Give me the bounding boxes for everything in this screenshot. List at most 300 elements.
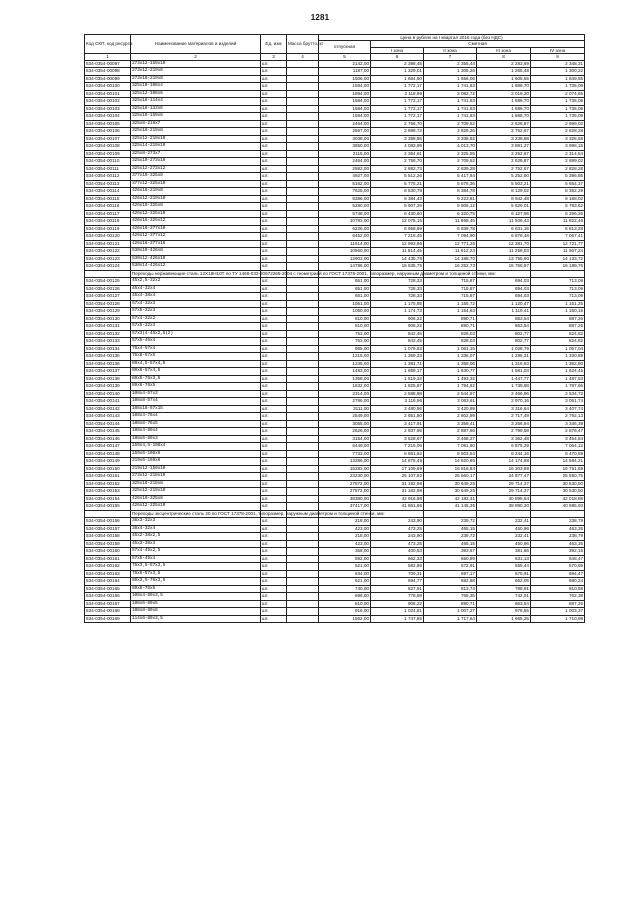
item-name: 426x16-377x16 [131, 240, 261, 248]
item-name: 273x12-219x6 [131, 68, 261, 76]
item-code: 534-0354-00167 [85, 600, 131, 608]
release-price: 2115,00 [319, 150, 371, 158]
release-price: 2142,00 [319, 60, 371, 68]
release-price: 740,00 [319, 585, 371, 593]
item-unit: шт. [261, 263, 287, 271]
price-zone-2: 3 063,61 [424, 398, 477, 406]
header-estimate: Сметная [371, 41, 585, 47]
table-row [85, 525, 585, 533]
release-price: 1562,00 [319, 615, 371, 623]
table-row [85, 420, 585, 428]
item-unit: шт. [261, 390, 287, 398]
item-mass [287, 405, 319, 413]
table-row [85, 615, 585, 623]
item-unit: шт. [261, 180, 287, 188]
item-unit: шт. [261, 315, 287, 323]
item-unit: шт. [261, 308, 287, 316]
price-zone-4: 713,09 [531, 293, 585, 301]
price-zone-3: 742,01 [477, 593, 531, 601]
item-code: 534-0354-00119 [85, 225, 131, 233]
price-zone-3: 694,03 [477, 278, 531, 286]
item-unit: шт. [261, 465, 287, 473]
price-zone-2: 813,74 [424, 585, 477, 593]
item-mass [287, 518, 319, 526]
item-name: 219x6-159x6 [131, 458, 261, 466]
price-table [84, 34, 585, 623]
price-zone-4: 7 064,12 [531, 443, 585, 451]
release-price: 2314,00 [319, 390, 371, 398]
item-code: 534-0354-00137 [85, 368, 131, 376]
price-zone-1: 709,31 [371, 570, 424, 578]
item-code: 534-0354-00117 [85, 210, 131, 218]
price-zone-3: 13 755,90 [477, 255, 531, 263]
price-zone-4: 1 487,53 [531, 375, 585, 383]
price-zone-1: 2 588,88 [371, 390, 424, 398]
item-unit: шт. [261, 420, 287, 428]
price-zone-2: 3 420,99 [424, 405, 477, 413]
price-zone-1: 3 480,56 [371, 405, 424, 413]
item-mass [287, 480, 319, 488]
item-unit: шт. [261, 293, 287, 301]
price-zone-2: 465,15 [424, 525, 477, 533]
item-mass [287, 495, 319, 503]
price-zone-1: 582,89 [371, 563, 424, 571]
item-mass [287, 90, 319, 98]
price-zone-3: 6 631,15 [477, 225, 531, 233]
price-zone-2: 2 082,72 [424, 90, 477, 98]
price-zone-2: 5 806,12 [424, 203, 477, 211]
release-price: 7733,00 [319, 450, 371, 458]
price-zone-4: 824,82 [531, 338, 585, 346]
item-unit: шт. [261, 338, 287, 346]
item-code: 534-0354-00126 [85, 285, 131, 293]
release-price: 810,00 [319, 315, 371, 323]
item-name: 426x10-325x8 [131, 203, 261, 211]
price-zone-1: 906,22 [371, 323, 424, 331]
item-mass [287, 255, 319, 263]
column-number: 4 [287, 53, 319, 60]
item-code: 534-0354-00158 [85, 533, 131, 541]
item-name: 89x6-76x5 [131, 383, 261, 391]
price-zone-2: 2 887,66 [424, 428, 477, 436]
price-zone-3: 6 127,95 [477, 210, 531, 218]
item-code: 534-0354-00146 [85, 435, 131, 443]
table-row [85, 413, 585, 421]
item-name: 57x4-45x2,5 [131, 548, 261, 556]
item-unit: шт. [261, 150, 287, 158]
price-zone-3: 2 717,49 [477, 413, 531, 421]
price-zone-3: 29 714,37 [477, 480, 531, 488]
item-name: 530x10-426x8 [131, 248, 261, 256]
price-zone-1: 1 381,71 [371, 360, 424, 368]
table-row [85, 105, 585, 113]
price-zone-1: 906,22 [371, 315, 424, 323]
price-zone-4: 1 649,55 [531, 75, 585, 83]
price-zone-3: 14 174,88 [477, 458, 531, 466]
price-zone-2: 4 013,70 [424, 143, 477, 151]
table-row [85, 60, 585, 68]
price-zone-4: 3 346,39 [531, 420, 585, 428]
price-zone-4: 2 792,13 [531, 413, 585, 421]
item-unit: шт. [261, 375, 287, 383]
price-zone-1: 728,33 [371, 293, 424, 301]
item-unit: шт. [261, 105, 287, 113]
item-name: 57x3(4-45x2,5(2) [131, 330, 261, 338]
price-zone-3: 555,44 [477, 563, 531, 571]
item-mass [287, 338, 319, 346]
release-price: 8386,00 [319, 195, 371, 203]
table-row [85, 548, 585, 556]
item-code: 534-0354-00110 [85, 158, 131, 166]
item-mass [287, 503, 319, 511]
item-code: 534-0354-00136 [85, 360, 131, 368]
item-name: 325x10-273x10 [131, 158, 261, 166]
release-price: 651,00 [319, 293, 371, 301]
table-row [85, 218, 585, 226]
release-price: 5748,00 [319, 210, 371, 218]
price-zone-2: 1 741,83 [424, 113, 477, 121]
item-code: 534-0354-00114 [85, 188, 131, 196]
item-unit: шт. [261, 330, 287, 338]
item-code: 534-0354-00115 [85, 195, 131, 203]
table-body [85, 53, 585, 622]
item-code: 534-0354-00163 [85, 570, 131, 578]
table-row [85, 285, 585, 293]
item-name: 57x5-32x3 [131, 323, 261, 331]
release-price: 1358,00 [319, 375, 371, 383]
price-zone-1: 12 075,15 [371, 218, 424, 226]
price-zone-2: 715,87 [424, 278, 477, 286]
price-zone-2: 16 252,73 [424, 263, 477, 271]
release-price: 1187,00 [319, 68, 371, 76]
table-row [85, 375, 585, 383]
price-zone-2: 7 091,60 [424, 443, 477, 451]
item-code: 534-0354-00156 [85, 518, 131, 526]
price-zone-1: 31 182,98 [371, 488, 424, 496]
item-unit: шт. [261, 593, 287, 601]
item-mass [287, 195, 319, 203]
price-zone-2: 1 741,83 [424, 105, 477, 113]
price-zone-3: 2 626,87 [477, 120, 531, 128]
price-zone-4: 14 564,21 [531, 458, 585, 466]
price-zone-2: 1 741,83 [424, 98, 477, 106]
table-row [85, 323, 585, 331]
price-zone-3: 1 120,47 [477, 300, 531, 308]
header-mass: Масса брутто, кг [287, 35, 319, 54]
price-zone-3: 2 626,87 [477, 158, 531, 166]
price-zone-4: 11 567,24 [531, 248, 585, 256]
item-unit: шт. [261, 165, 287, 173]
release-price: 634,00 [319, 570, 371, 578]
item-name: 325x12-219x10 [131, 135, 261, 143]
item-name: 325x10-219x8 [131, 128, 261, 136]
price-zone-2: 1 717,64 [424, 615, 477, 623]
price-zone-2: 682,88 [424, 578, 477, 586]
price-zone-3: 11 258,03 [477, 248, 531, 256]
price-zone-3: 2 019,20 [477, 90, 531, 98]
release-price: 1050,00 [319, 308, 371, 316]
price-zone-4: 1 624,45 [531, 368, 585, 376]
item-code: 534-0354-00159 [85, 540, 131, 548]
release-price: 651,00 [319, 285, 371, 293]
section-spacer [531, 270, 585, 278]
release-price: 1584,00 [319, 98, 371, 106]
item-mass [287, 330, 319, 338]
price-zone-1: 778,68 [371, 593, 424, 601]
release-price: 1894,00 [319, 90, 371, 98]
item-name: 89x5-76x3,5 [131, 375, 261, 383]
item-unit: шт. [261, 345, 287, 353]
table-row [85, 465, 585, 473]
item-unit: шт. [261, 600, 287, 608]
price-zone-2: 8 384,78 [424, 188, 477, 196]
table-row [85, 75, 585, 83]
item-name: 76x3,5-57x3,5 [131, 563, 261, 571]
table-row [85, 120, 585, 128]
item-unit: шт. [261, 555, 287, 563]
price-zone-4: 16 751,69 [531, 465, 585, 473]
table-row [85, 443, 585, 451]
release-price: 2567,00 [319, 128, 371, 136]
price-zone-1: 7 215,09 [371, 443, 424, 451]
item-code: 534-0354-00125 [85, 278, 131, 286]
item-mass [287, 443, 319, 451]
table-row [85, 195, 585, 203]
item-mass [287, 600, 319, 608]
release-price: 218,00 [319, 533, 371, 541]
price-zone-2: 30 649,25 [424, 488, 477, 496]
item-unit: шт. [261, 210, 287, 218]
item-mass [287, 60, 319, 68]
item-unit: шт. [261, 203, 287, 211]
item-mass [287, 315, 319, 323]
item-unit: шт. [261, 578, 287, 586]
price-zone-2: 393,67 [424, 548, 477, 556]
table-row [85, 338, 585, 346]
item-mass [287, 360, 319, 368]
price-zone-1: 2 398,45 [371, 60, 424, 68]
price-zone-2: 715,87 [424, 285, 477, 293]
table-row [85, 300, 585, 308]
item-unit: шт. [261, 240, 287, 248]
price-zone-3: 863,54 [477, 600, 531, 608]
item-name: 325x10-219x8 [131, 480, 261, 488]
price-zone-4: 824,82 [531, 330, 585, 338]
item-name: 426x10-325x8 [131, 495, 261, 503]
price-zone-4: 2 828,28 [531, 128, 585, 136]
price-zone-3: 694,03 [477, 285, 531, 293]
release-price: 13286,00 [319, 458, 371, 466]
price-zone-4: 1 735,09 [531, 83, 585, 91]
price-zone-1: 842,45 [371, 338, 424, 346]
item-mass [287, 488, 319, 496]
price-zone-1: 827,91 [371, 585, 424, 593]
price-zone-1: 662,33 [371, 555, 424, 563]
price-zone-2: 2 709,52 [424, 120, 477, 128]
price-zone-4: 463,35 [531, 540, 585, 548]
price-zone-1: 12 993,66 [371, 240, 424, 248]
price-zone-4: 392,15 [531, 548, 585, 556]
release-price: 1584,00 [319, 105, 371, 113]
release-price: 7625,00 [319, 188, 371, 196]
item-name: 76x5-57x3,5 [131, 570, 261, 578]
item-name: 76x8-57x5 [131, 353, 261, 361]
price-zone-3: 8 942,48 [477, 195, 531, 203]
price-zone-4: 1 151,25 [531, 300, 585, 308]
item-mass [287, 240, 319, 248]
table-row [85, 405, 585, 413]
item-code: 534-0354-00123 [85, 255, 131, 263]
item-unit: шт. [261, 323, 287, 331]
price-zone-3: 1 295,31 [477, 353, 531, 361]
price-zone-3: 631,13 [477, 555, 531, 563]
table-row [85, 188, 585, 196]
item-mass [287, 83, 319, 91]
item-code: 534-0354-00157 [85, 525, 131, 533]
price-zone-1: 728,33 [371, 278, 424, 286]
release-price: 6449,00 [319, 443, 371, 451]
item-name: 108x8-57x4 [131, 398, 261, 406]
price-zone-1: 41 861,86 [371, 503, 424, 511]
item-mass [287, 428, 319, 436]
price-zone-4: 3 454,84 [531, 435, 585, 443]
price-zone-4: 1 735,09 [531, 98, 585, 106]
table-row [85, 533, 585, 541]
price-zone-2: 1 741,83 [424, 83, 477, 91]
price-zone-2: 765,35 [424, 593, 477, 601]
price-zone-1: 2 851,80 [371, 413, 424, 421]
item-code: 534-0354-00129 [85, 308, 131, 316]
price-zone-4: 8 352,29 [531, 188, 585, 196]
item-mass [287, 75, 319, 83]
item-mass [287, 540, 319, 548]
price-zone-1: 6 430,60 [371, 210, 424, 218]
item-mass [287, 323, 319, 331]
release-price: 1215,00 [319, 353, 371, 361]
price-zone-4: 5 654,37 [531, 180, 585, 188]
item-mass [287, 263, 319, 271]
table-row [85, 585, 585, 593]
price-zone-4: 570,69 [531, 563, 585, 571]
price-zone-3: 2 799,58 [477, 428, 531, 436]
item-mass [287, 173, 319, 181]
price-zone-3: 3 316,64 [477, 405, 531, 413]
release-price: 810,00 [319, 323, 371, 331]
price-zone-3: 1 265,48 [477, 68, 531, 76]
item-name: 45x2,5-32x2 [131, 278, 261, 286]
item-name: 108x6-89x5 [131, 600, 261, 608]
price-zone-1: 6 958,69 [371, 225, 424, 233]
price-zone-1: 2 756,70 [371, 158, 424, 166]
item-code: 534-0354-00132 [85, 330, 131, 338]
table-row [85, 293, 585, 301]
header-code: Код СКП, код ресурса [85, 35, 131, 54]
item-name: 325x14-219x10 [131, 143, 261, 151]
release-price: 2582,00 [319, 165, 371, 173]
price-zone-2: 11 868,45 [424, 218, 477, 226]
item-code: 534-0354-00101 [85, 90, 131, 98]
price-zone-3: 5 629,01 [477, 203, 531, 211]
item-name: 325x8-273x7 [131, 150, 261, 158]
item-mass [287, 525, 319, 533]
item-unit: шт. [261, 570, 287, 578]
release-price: 3154,00 [319, 435, 371, 443]
item-unit: шт. [261, 60, 287, 68]
item-mass [287, 570, 319, 578]
table-row [85, 173, 585, 181]
price-zone-1: 1 359,33 [371, 353, 424, 361]
table-row [85, 390, 585, 398]
item-name: 57x5-45x4 [131, 338, 261, 346]
item-unit: шт. [261, 83, 287, 91]
item-name: 219x12-159x10 [131, 465, 261, 473]
price-zone-2: 1 336,07 [424, 353, 477, 361]
release-price: 521,00 [319, 563, 371, 571]
price-zone-3: 5 252,60 [477, 173, 531, 181]
price-zone-4: 6 813,28 [531, 225, 585, 233]
price-zone-4: 2 699,02 [531, 120, 585, 128]
price-zone-3: 1 665,25 [477, 615, 531, 623]
price-zone-3: 15 756,97 [477, 263, 531, 271]
price-zone-1: 9 384,43 [371, 195, 424, 203]
price-zone-4: 713,09 [531, 278, 585, 286]
price-zone-4: 1 300,22 [531, 68, 585, 76]
item-mass [287, 563, 319, 571]
price-zone-4: 9 188,02 [531, 195, 585, 203]
item-name: 108x4-76x4 [131, 413, 261, 421]
price-zone-1: 14 875,45 [371, 458, 424, 466]
release-price: 2786,00 [319, 398, 371, 406]
release-price: 23230,00 [319, 473, 371, 481]
price-zone-3: 11 506,43 [477, 218, 531, 226]
price-zone-2: 239,72 [424, 518, 477, 526]
item-unit: шт. [261, 173, 287, 181]
item-mass [287, 578, 319, 586]
item-unit: шт. [261, 233, 287, 241]
price-zone-2: 1 493,32 [424, 375, 477, 383]
header-zone-1: I зона [371, 47, 424, 53]
item-mass [287, 375, 319, 383]
item-unit: шт. [261, 158, 287, 166]
price-zone-4: 1 150,15 [531, 308, 585, 316]
table-row [85, 98, 585, 106]
release-price: 423,00 [319, 525, 371, 533]
release-price: 6452,00 [319, 233, 371, 241]
price-zone-3: 232,41 [477, 533, 531, 541]
item-code: 534-0354-00144 [85, 420, 131, 428]
table-row [85, 240, 585, 248]
item-code: 534-0354-00111 [85, 165, 131, 173]
price-zone-3: 450,96 [477, 540, 531, 548]
item-mass [287, 458, 319, 466]
release-price: 4927,00 [319, 173, 371, 181]
price-zone-2: 697,17 [424, 570, 477, 578]
price-zone-2: 2 544,57 [424, 390, 477, 398]
price-zone-3: 40 895,64 [477, 495, 531, 503]
price-zone-4: 2 314,54 [531, 150, 585, 158]
price-zone-3: 675,91 [477, 570, 531, 578]
item-mass [287, 248, 319, 256]
item-mass [287, 608, 319, 616]
item-name: 89x6-57x4,5 [131, 368, 261, 376]
item-unit: шт. [261, 405, 287, 413]
item-mass [287, 555, 319, 563]
price-zone-4: 463,35 [531, 525, 585, 533]
price-zone-2: 572,91 [424, 563, 477, 571]
price-zone-3: 5 503,21 [477, 180, 531, 188]
price-zone-2: 11 612,23 [424, 248, 477, 256]
item-name: 426x12-377x12 [131, 233, 261, 241]
